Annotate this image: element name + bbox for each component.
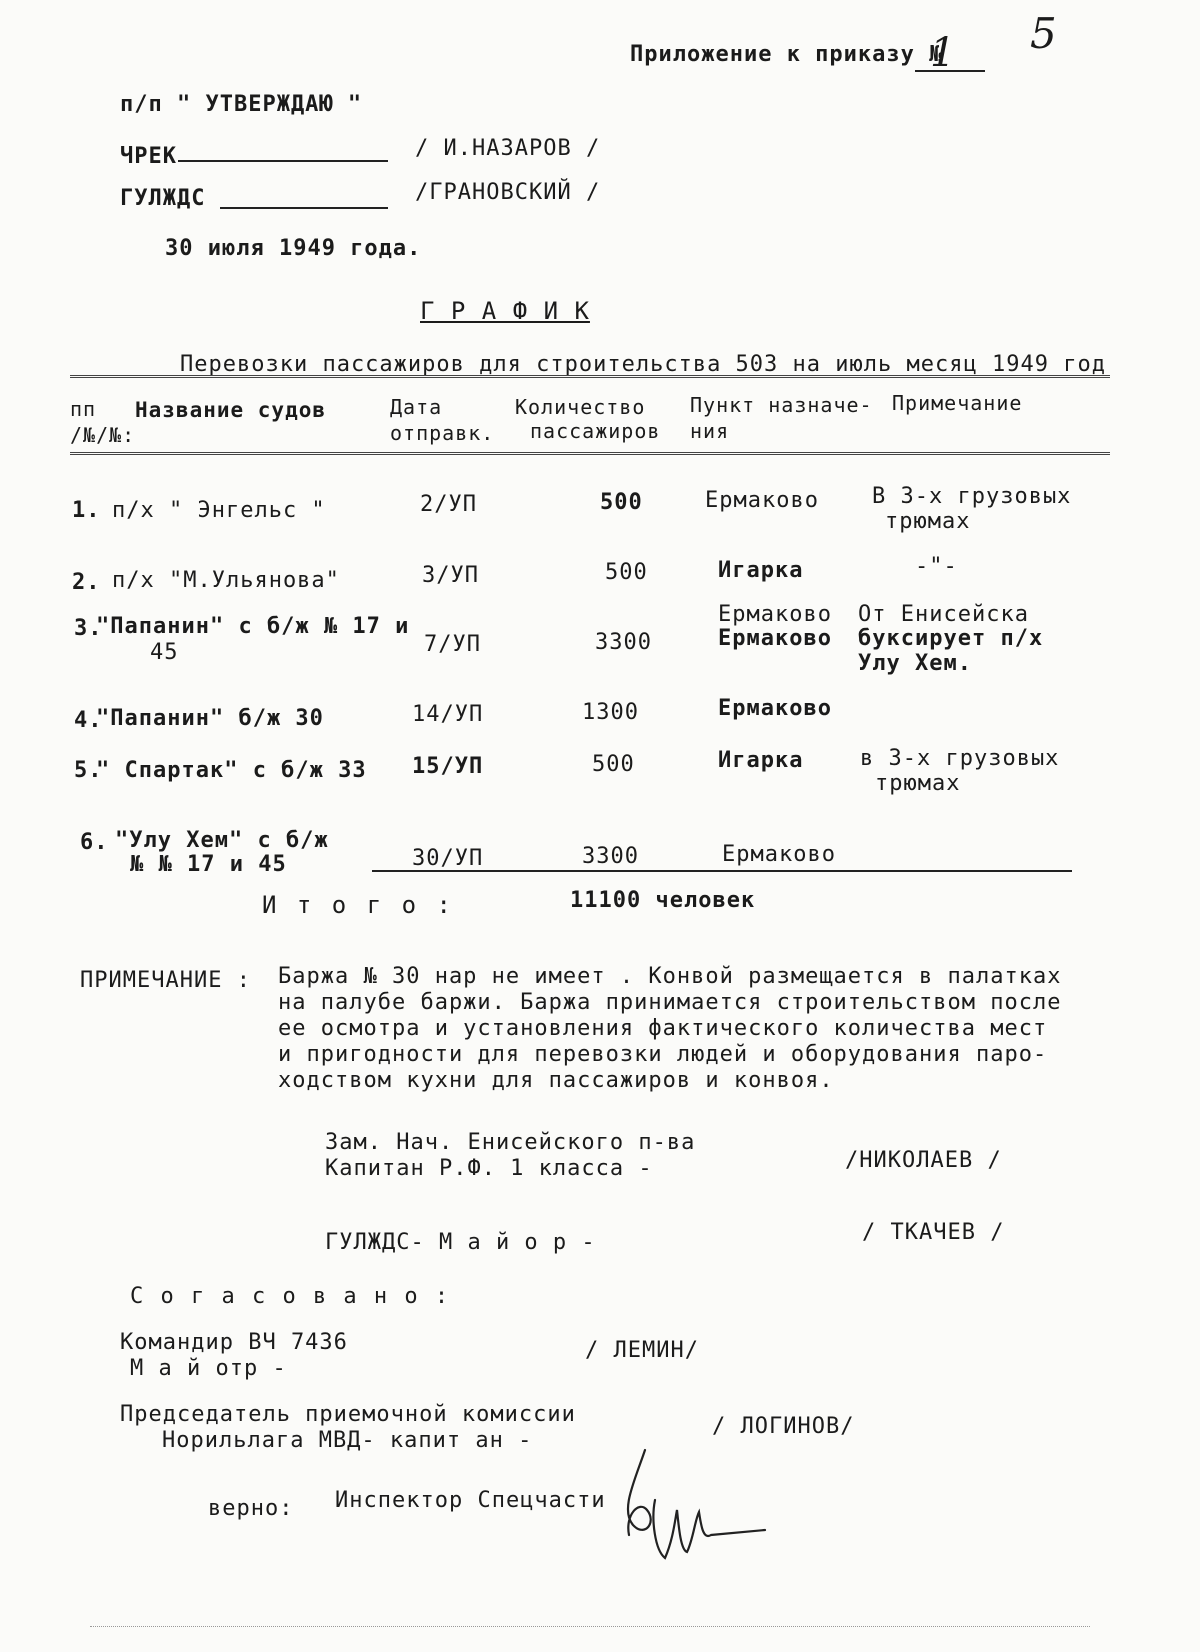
document-title: Г Р А Ф И К: [420, 297, 590, 325]
row-date: 7/УП: [424, 632, 481, 657]
approver-name-1: / И.НАЗАРОВ /: [415, 136, 601, 161]
row-count: 3300: [582, 844, 639, 869]
signature-line-2: [220, 207, 388, 209]
row-date: 3/УП: [422, 563, 479, 588]
header-no-2: /№/№:: [70, 423, 136, 447]
row-ship-2: 45: [150, 640, 179, 665]
approver-org-2: ГУЛЖДС: [120, 186, 206, 211]
table-top-rule: [70, 375, 1110, 378]
row-destination-2: Ермаково: [718, 626, 832, 651]
deputy-name: /НИКОЛАЕВ /: [845, 1148, 1002, 1173]
row-count: 3300: [595, 630, 652, 655]
row-destination: Игарка: [718, 558, 804, 583]
total-label: И т о г о :: [262, 891, 454, 919]
row-destination: Ермаково: [718, 696, 832, 721]
annex-label: Приложение к приказу №: [630, 42, 944, 67]
bottom-edge-mark: [90, 1626, 1090, 1627]
annex-hand-mark: 5: [1030, 9, 1058, 58]
remark-line: на палубе баржи. Баржа принимается строительством после: [278, 990, 1062, 1015]
row-ship: п/х " Энгельс ": [112, 498, 326, 523]
chair-rank: Норильлага МВД- капит ан -: [162, 1428, 533, 1453]
remark-line: ее осмотра и установления фактического количества мест: [278, 1016, 1048, 1041]
header-destination-2: ния: [690, 419, 730, 443]
row-count: 500: [600, 490, 643, 515]
commander-name: / ЛЕМИН/: [585, 1338, 699, 1363]
header-date-2: отправк.: [390, 421, 495, 445]
commander-title: Командир ВЧ 7436: [120, 1330, 348, 1355]
true-copy-label: верно:: [208, 1496, 294, 1521]
approver-name-2: /ГРАНОВСКИЙ /: [415, 180, 601, 205]
commander-rank: М а й отр -: [130, 1356, 287, 1381]
row-number: 2.: [72, 570, 101, 595]
row-count: 1300: [582, 700, 639, 725]
row-date: 14/УП: [412, 702, 484, 727]
row-note-3: Улу Хем.: [858, 651, 972, 676]
row-ship: "Папанин" с б/ж № 17 и: [96, 614, 410, 639]
row-ship: " Спартак" с б/ж 33: [96, 758, 367, 783]
row-count: 500: [605, 560, 648, 585]
annex-number-underline: [915, 70, 985, 72]
approver-org-1: ЧРЕК: [120, 144, 177, 169]
row-ship: "Улу Хем" с б/ж: [115, 828, 329, 853]
chair-name: / ЛОГИНОВ/: [712, 1414, 855, 1439]
row-number: 5.: [74, 758, 103, 783]
table-bottom-rule: [372, 870, 1072, 872]
row-note-2: трюмах: [885, 509, 971, 534]
remark-line: и пригодности для перевозки людей и оборудования паро-: [278, 1042, 1048, 1067]
annex-number: 1: [930, 30, 957, 76]
inspector-title: Инспектор Спецчасти: [335, 1488, 606, 1513]
remark-label: ПРИМЕЧАНИЕ :: [80, 968, 251, 993]
row-note: От Енисейска: [858, 602, 1029, 627]
row-note: в 3-х грузовых: [860, 746, 1060, 771]
row-note: В 3-х грузовых: [872, 484, 1072, 509]
total-value: 11100 человек: [570, 888, 756, 913]
row-number: 4.: [74, 708, 103, 733]
row-destination: Ермаково: [722, 842, 836, 867]
approve-stamp: п/п " УТВЕРЖДАЮ ": [120, 92, 363, 117]
gulzhds-name: / ТКАЧЕВ /: [862, 1220, 1005, 1245]
row-count: 500: [592, 752, 635, 777]
signature-line-1: [178, 160, 388, 162]
row-destination: Ермаково: [718, 602, 832, 627]
approval-date: 30 июля 1949 года.: [165, 236, 422, 261]
header-date: Дата: [390, 395, 443, 419]
row-note-2: трюмах: [875, 771, 961, 796]
remark-line: ходством кухни для пассажиров и конвоя.: [278, 1068, 834, 1093]
header-ship: Название судов: [135, 398, 327, 422]
deputy-rank: Капитан Р.Ф. 1 класса -: [325, 1156, 653, 1181]
row-date: 2/УП: [420, 492, 477, 517]
row-number: 6.: [80, 830, 109, 855]
handwritten-signature: [615, 1440, 775, 1570]
row-ship-2: № № 17 и 45: [130, 852, 287, 877]
header-note: Примечание: [892, 391, 1023, 415]
header-destination: Пункт назначе-: [690, 393, 873, 417]
row-date: 15/УП: [412, 754, 484, 779]
row-number: 3.: [74, 616, 103, 641]
deputy-title: Зам. Нач. Енисейского п-ва: [325, 1130, 696, 1155]
agreed-label: С о г а с о в а н о :: [130, 1284, 451, 1309]
row-note: -"-: [915, 554, 958, 579]
row-note-2: буксирует п/х: [858, 626, 1044, 651]
row-destination: Игарка: [718, 748, 804, 773]
row-date: 30/УП: [412, 846, 484, 871]
document-subtitle: Перевозки пассажиров для строительства 503 на июль месяц 1949 год: [180, 352, 1106, 377]
chair-title: Председатель приемочной комиссии: [120, 1402, 576, 1427]
row-ship: п/х "М.Ульянова": [112, 568, 340, 593]
remark-line: Баржа № 30 нар не имеет . Конвой размещается в палатках: [278, 964, 1062, 989]
row-number: 1.: [72, 498, 101, 523]
row-destination: Ермаково: [705, 488, 819, 513]
header-count: Количество: [515, 395, 646, 419]
row-ship: "Папанин" б/ж 30: [96, 706, 324, 731]
header-no: пп: [70, 397, 97, 421]
header-count-2: пассажиров: [530, 419, 661, 443]
table-header-rule: [70, 452, 1110, 455]
gulzhds-rank: ГУЛЖДС- М а й о р -: [325, 1230, 596, 1255]
